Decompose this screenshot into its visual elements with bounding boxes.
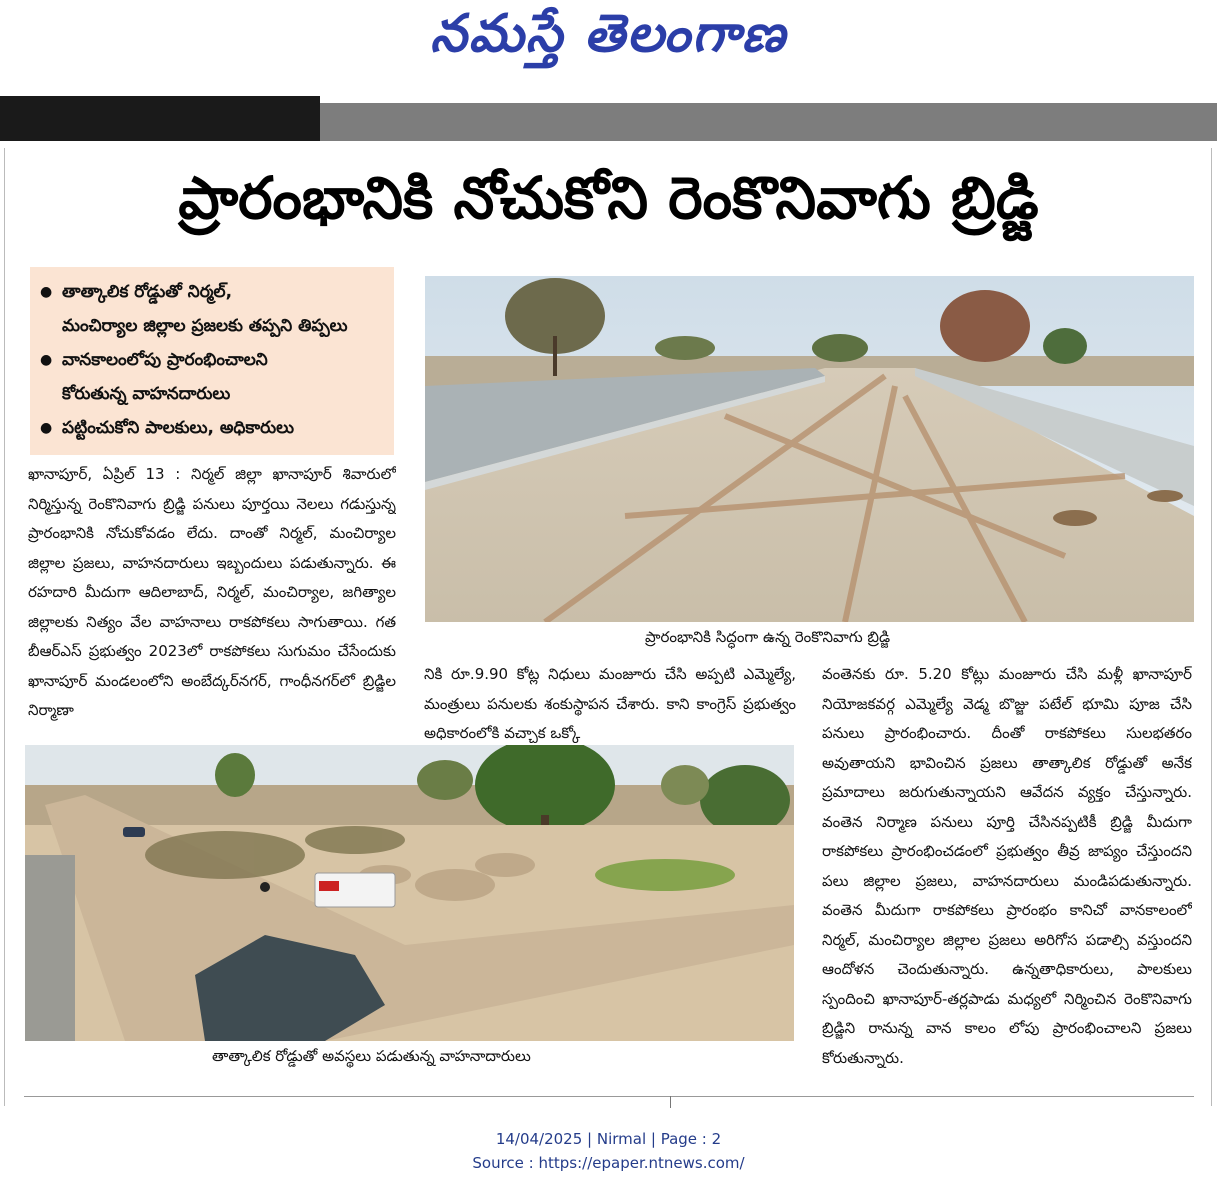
- temporary-road-photo: [25, 745, 794, 1041]
- highlight-item: ● పట్టించుకోని పాలకులు, అధికారులు: [40, 411, 384, 445]
- masthead-title: నమస్తే తెలంగాణ: [430, 3, 787, 64]
- bridge-photo-caption: ప్రారంభానికి సిద్ధంగా ఉన్న రెంకొనివాగు బ్రిడ్జి: [645, 628, 891, 646]
- highlight-item-cont: మంచిర్యాల జిల్లాల ప్రజలకు తప్పని తిప్పలు: [62, 316, 348, 336]
- article-column-3: వంతెనకు రూ. 5.20 కోట్లు మంజూరు చేసి మళ్లీ ఖానాపూర్ నియోజకవర్గ ఎమ్మెల్యే వెడ్మ బొజ్జు పటేల్ భూమి పూజ చేసి పనులు ప్రారంభించారు. దీంతో రాకపోకలు సులభతరం అవుతాయని భావించిన ప్రజలు తాత్కాలిక రోడ్డుతో అనేక ప్రమాదాలు జరుగుతున్నాయని ఆవేదన వ్యక్తం చేస్తున్నారు. వంతెన నిర్మాణ పనులు పూర్తి చేసినప్పటికీ బ్రిడ్జి మీదుగా రాకపోకలు ప్రారంభించడంలో ప్రభుత్వం తీవ్ర జాప్యం చేస్తుందని పలు జిల్లాల ప్రజలు, వాహనదారులు మండిపడుతున్నారు. వంతెన మీదుగా రాకపోకలు ప్రారంభం కానిచో వానకాలంలో నిర్మల్, మంచిర్యాల జిల్లాల ప్రజలు అరిగోస పడాల్సి వస్తుందని ఆందోళన చెందుతున్నారు. ఉన్నతాధికారులు, పాలకులు స్పందించి ఖానాపూర్-తర్లపాడు మధ్యలో నిర్మించిన రెంకొనివాగు బ్రిడ్జిని రానున్న వాన కాలం లోపు ప్రారంభించాలని ప్రజలు కోరుతున్నారు.: [822, 665, 1192, 1067]
- highlight-item-cont: కోరుతున్న వాహనదారులు: [62, 384, 231, 404]
- footer-divider-tick: [670, 1096, 671, 1108]
- road-photo-caption: తాత్కాలిక రోడ్డుతో అవస్థలు పడుతున్న వాహనాదారులు: [212, 1047, 531, 1065]
- article-column-1: ఖానాపూర్, ఏప్రిల్ 13 : నిర్మల్ జిల్లా ఖానాపూర్ శివారులో నిర్మిస్తున్న రెంకొనివాగు బ్రిడ్జి పనులు పూర్తయి నెలలు గడుస్తున్న ప్రారంభానికి నోచుకోవడం లేదు. దాంతో నిర్మల్, మంచిర్యాల జిల్లాల ప్రజలు, వాహనదారులు ఇబ్బందులు పడుతున్నారు. ఈ రహదారి మీదుగా ఆదిలాబాద్, నిర్మల్, మంచిర్యాల, జగిత్యాల జిల్లాలకు నిత్యం వేల వాహనాలు రాకపోకలు సాగుతాయి. గత బీఆర్ఎస్ ప్రభుత్వం 2023లో రాకపోకలు సుగుమం చేసేందుకు ఖానాపూర్ మండలంలోని అంబేద్కర్‌నగర్, గాంధీనగర్‌లో బ్రిడ్జిల నిర్మాణా: [28, 465, 396, 719]
- highlights-box: [30, 267, 394, 455]
- section-tab: [0, 96, 320, 141]
- highlight-item: ● తాత్కాలిక రోడ్డుతో నిర్మల్,: [40, 275, 384, 309]
- bridge-photo: [425, 276, 1194, 622]
- article-headline: ప్రారంభానికి నోచుకోని రెంకొనివాగు బ్రిడ్జి: [178, 163, 1039, 232]
- article-column-2: నికి రూ.9.90 కోట్ల నిధులు మంజూరు చేసి అప్పటి ఎమ్మెల్యే, మంత్రులు పనులకు శంకుస్థాపన చేశారు. కాని కాంగ్రెస్ ప్రభుత్వం అధికారంలోకి వచ్చాక ఒక్కో: [424, 665, 796, 742]
- highlight-item: ● వానకాలంలోపు ప్రారంభించాలని: [40, 343, 384, 377]
- newspaper-masthead: [0, 0, 1217, 80]
- epaper-footer: [0, 1127, 1217, 1175]
- footer-date-edition-page: 14/04/2025 | Nirmal | Page : 2: [495, 1130, 722, 1148]
- footer-divider: [24, 1096, 1194, 1097]
- footer-source-link[interactable]: Source : https://epaper.ntnews.com/: [472, 1154, 745, 1172]
